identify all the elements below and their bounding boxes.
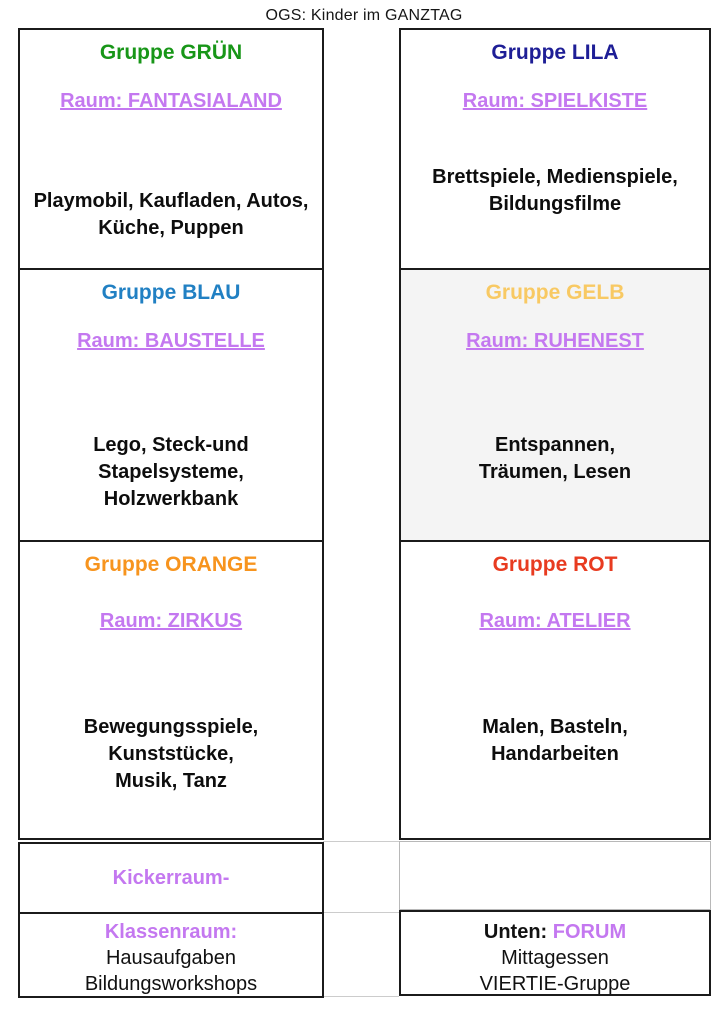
- group-activities-orange: Bewegungsspiele, Kunststücke, Musik, Tanz: [83, 716, 259, 792]
- group-title-gelb: Gruppe GELB: [485, 281, 625, 304]
- group-activities-blau: Lego, Steck-und Stapelsysteme, Holzwerkbank: [93, 434, 249, 510]
- room-link-spielkiste[interactable]: Raum: SPIELKISTE: [462, 90, 648, 112]
- group-card-gelb: [399, 268, 711, 542]
- klassenraum-card: [18, 912, 324, 998]
- group-card-lila: [399, 28, 711, 270]
- group-card-rot: [399, 540, 711, 840]
- page-title: OGS: Kinder im GANZTAG: [265, 7, 463, 24]
- group-card-gruen: [18, 28, 324, 270]
- room-link-zirkus[interactable]: Raum: ZIRKUS: [99, 610, 243, 632]
- room-link-baustelle[interactable]: Raum: BAUSTELLE: [77, 330, 265, 352]
- kickerraum-card: [18, 842, 324, 914]
- gap-grid-line: [323, 841, 399, 842]
- klassenraum-activities: Hausaufgaben Bildungsworkshops: [84, 947, 258, 995]
- kickerraum-label: Kickerraum-: [112, 866, 230, 889]
- klassenraum-title: Klassenraum:: [104, 921, 238, 943]
- group-title-blau: Gruppe BLAU: [101, 281, 241, 304]
- group-title-orange: Gruppe ORANGE: [84, 553, 258, 576]
- empty-card: [399, 841, 711, 910]
- group-activities-rot: Malen, Basteln, Handarbeiten: [482, 716, 628, 765]
- group-title-rot: Gruppe ROT: [492, 553, 618, 576]
- forum-room-label: FORUM: [552, 921, 627, 943]
- forum-title-line: [401, 919, 709, 945]
- group-activities-gelb: Entspannen, Träumen, Lesen: [478, 434, 632, 483]
- forum-card: [399, 910, 711, 996]
- group-card-blau: [18, 268, 324, 542]
- group-title-lila: Gruppe LILA: [491, 41, 619, 64]
- room-link-atelier[interactable]: Raum: ATELIER: [479, 610, 631, 632]
- group-title-gruen: Gruppe GRÜN: [99, 41, 243, 64]
- gap-grid-line: [323, 912, 399, 913]
- gap-grid-line: [323, 996, 399, 997]
- forum-activities: Mittagessen VIERTIE-Gruppe: [479, 947, 631, 995]
- room-link-fantasialand[interactable]: Raum: FANTASIALAND: [60, 90, 282, 112]
- forum-title-prefix: Unten:: [483, 921, 553, 943]
- group-activities-gruen: Playmobil, Kaufladen, Autos, Küche, Puppen: [33, 190, 309, 239]
- group-card-orange: [18, 540, 324, 840]
- room-link-ruhenest[interactable]: Raum: RUHENEST: [466, 330, 644, 352]
- group-activities-lila: Brettspiele, Medienspiele, Bildungsfilme: [432, 166, 678, 215]
